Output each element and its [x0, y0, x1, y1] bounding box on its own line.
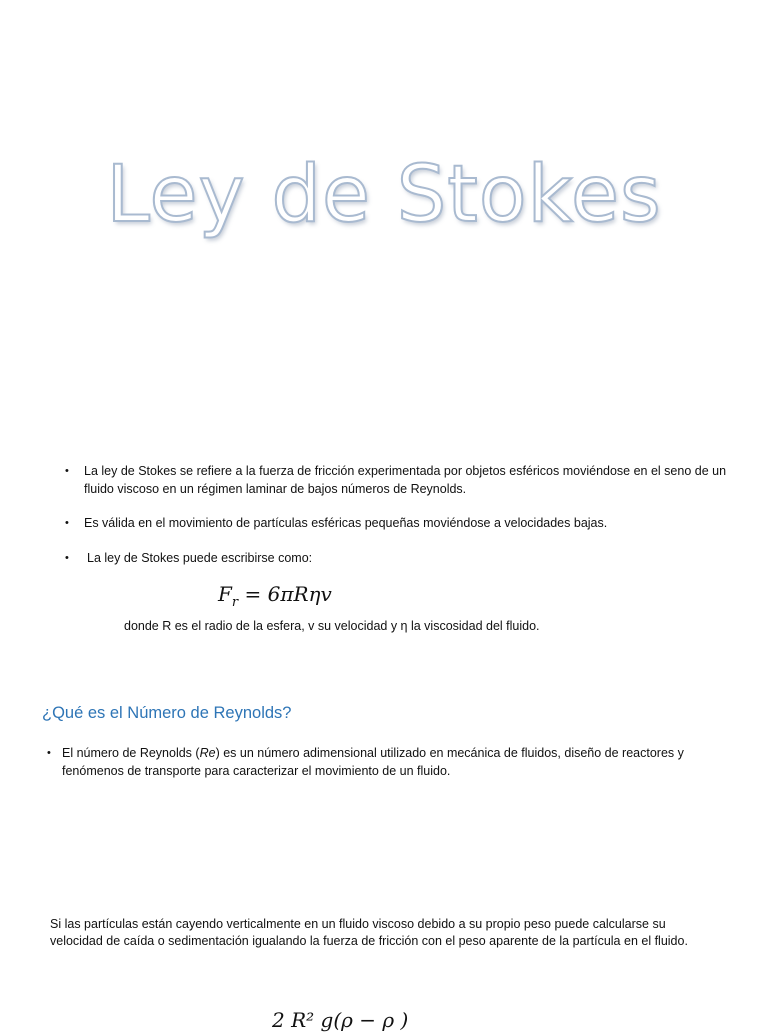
reynolds-symbol: Re	[199, 746, 216, 760]
bullet-icon: •	[47, 747, 51, 759]
bullet-text-stokes-definition: La ley de Stokes se refiere a la fuerza de fricción experimentada por objetos esféricos moviéndose en el seno de un fluido viscoso en un régimen laminar de bajos números de Reynolds.	[84, 464, 727, 496]
formula-lhs-sub: r	[231, 595, 239, 610]
formula-lhs: F	[218, 582, 232, 606]
formula-rhs: 6πRηv	[267, 582, 332, 606]
bullet-icon: •	[65, 552, 69, 564]
reynolds-bullet	[44, 744, 734, 780]
sedimentation-paragraph: Si las partículas están cayendo verticalmente en un fluido viscoso debido a su propio peso puede calcularse su velocidad de caída o sedimentación igualando la fuerza de fricción con el peso aparente de la partícula en el fluido.	[50, 917, 688, 948]
section-heading: ¿Qué es el Número de Reynolds?	[42, 704, 292, 722]
reynolds-text-before: El número de Reynolds (	[62, 746, 200, 760]
list-item	[62, 514, 732, 532]
bullet-list	[62, 514, 732, 532]
page-title: Ley de Stokes	[106, 150, 662, 240]
bullet-list	[62, 462, 732, 498]
list-item	[62, 549, 732, 567]
bullet-icon: •	[65, 465, 69, 477]
list-item	[62, 462, 732, 498]
list-item	[44, 744, 734, 780]
sedimentation-formula: 2 R² g(ρ − ρ )	[272, 1008, 409, 1032]
bullet-text-formula-intro: La ley de Stokes puede escribirse como:	[87, 551, 313, 565]
stokes-formula	[218, 582, 332, 610]
bullet-list	[62, 549, 732, 567]
reynolds-text-after: ) es un número adimensional utilizado en mecánica de fluidos, diseño de reactores y fenómenos de transporte para caracterizar el movimiento de un fluido.	[62, 746, 684, 778]
bullet-text-validity: Es válida en el movimiento de partículas esféricas pequeñas moviéndose a velocidades bajas.	[84, 516, 608, 530]
bullet-icon: •	[65, 517, 69, 529]
formula-note: donde R es el radio de la esfera, v su velocidad y η la viscosidad del fluido.	[124, 619, 540, 633]
formula-equals: =	[244, 582, 262, 606]
